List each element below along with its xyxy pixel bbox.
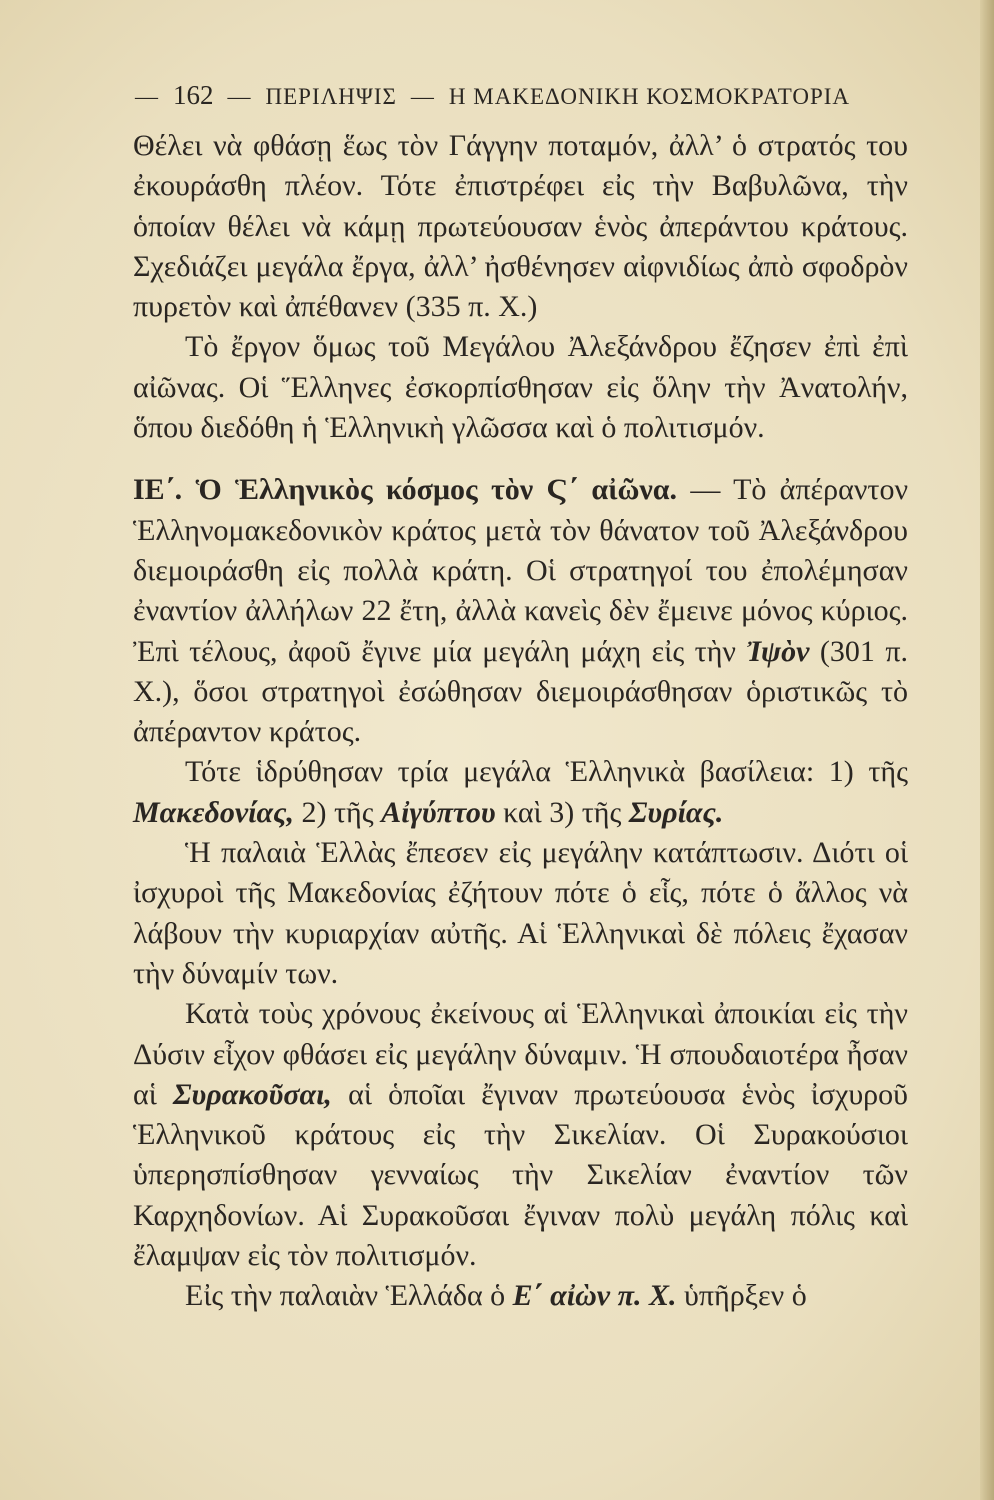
header-dash-mid: — [410,84,435,109]
section-number: ΙΕ΄. [133,473,183,507]
section-text: — Τὸ ἀπέραντον Ἑλληνομακεδονικὸν κράτος μετὰ τὸν θάνατον τοῦ Ἀλεξάνδρου διεμοιράσθη εἰς πολλὰ κράτη. Οἱ στρατηγοί του ἐπολέμησαν ἐναντίον ἀλλήλων 22 ἔτη, ἀλλὰ κανεὶς δὲν ἔμεινε μόνος κύριος. Ἐπὶ τέλους, ἀφοῦ ἔγινε μία μεγάλη μάχη εἰς τὴν [133,473,909,668]
city-syracuse: Συρακοῦσαι, [172,1077,332,1111]
paragraph [133,752,908,833]
paragraph: Θέλει νὰ φθάσῃ ἕως τὸν Γάγγην ποταμόν, ἀλλ’ ὁ στρατός του ἐκουράσθη πλέον. Τότε ἐπιστρέφει εἰς τὴν Βαβυλῶνα, τὴν ὁποίαν θέλει νὰ κάμῃ πρωτεύουσαν ἑνὸς ἀπεράντου κράτους. Σχεδιάζει μεγάλα ἔργα, ἀλλ’ ἠσθένησεν αἰφνιδίως ἀπὸ σφοδρὸν πυρετὸν καὶ ἀπέθανεν (335 π. Χ.) [133,129,908,324]
header-dash-left: — [135,84,159,109]
text-run: αἱ ὁποῖαι ἔγιναν πρωτεύουσα ἑνὸς ἰσχυροῦ Ἑλληνικοῦ κράτους εἰς τὴν Σικελίαν. Οἱ Συρακούσιοι ὑπερησπίσθησαν γενναίως τὴν Σικελίαν ἐναντίον τῶν Καρχηδονίων. Αἱ Συρακοῦσαι ἔγιναν πολὺ μεγάλη πόλις καὶ ἔλαμψαν εἰς τὸν πολιτισμόν. [133,1077,908,1273]
text-run: Τότε ἱδρύθησαν τρία μεγάλα Ἑλληνικὰ βασίλεια: 1) τῆς [185,755,908,789]
paragraph [133,994,908,1276]
text-run: Εἰς τὴν παλαιὰν Ἑλλάδα ὁ [185,1279,506,1313]
place-ipsos: Ἰψὸν [746,634,810,668]
text-run: καὶ 3) τῆς [503,795,622,829]
header-title: Η ΜΑΚΕΔΟΝΙΚΗ ΚΟΣΜΟΚΡΑΤΟΡΙΑ [448,84,851,109]
header-dash-left-2: — [227,84,252,109]
paragraph: Τὸ ἔργον ὅμως τοῦ Μεγάλου Ἀλεξάνδρου ἔζησεν ἐπὶ ἐπὶ αἰῶνας. Οἱ Ἕλληνες ἐσκορπίσθησαν εἰς ὅλην τὴν Ἀνατολήν, ὅπου διεδόθη ἡ Ἑλληνικὴ γλῶσσα καὶ ὁ πολιτισμόν. [133,330,908,445]
kingdom-syria: Συρίας. [628,795,724,829]
page-number: 162 [173,80,214,110]
paragraph: Ἡ παλαιὰ Ἑλλὰς ἔπεσεν εἰς μεγάλην κατάπτωσιν. Διότι οἱ ἰσχυροὶ τῆς Μακεδονίας ἐζήτουν πότε ὁ εἷς, πότε ὁ ἄλλος νὰ λάβουν τὴν κυριαρχίαν αὐτῆς. Αἱ Ἑλληνικαὶ δὲ πόλεις ἔχασαν τὴν δύναμίν των. [133,836,908,990]
body-text [133,126,908,1317]
running-header [135,80,880,111]
header-section: ΠΕΡΙΛΗΨΙΣ [265,84,397,109]
kingdom-egypt: Αἰγύπτου [381,795,496,829]
page-edge [980,0,994,1500]
section-title: Ὁ Ἑλληνικὸς κόσμος τὸν Ϛ΄ αἰῶνα. [195,473,678,507]
section-text-cont: (301 π. Χ.), ὅσοι στρατηγοὶ ἐσώθησαν διεμοιράσθησαν ὁριστικῶς τὸ ἀπέραντον κράτος. [133,634,908,749]
section-paragraph [133,470,908,752]
paragraph [133,1276,908,1316]
kingdom-macedonia: Μακεδονίας, [133,795,294,829]
text-run: Κατὰ τοὺς χρόνους ἐκείνους αἱ Ἑλληνικαὶ ἀποικίαι εἰς τὴν Δύσιν εἶχον φθάσει εἰς μεγάλην δύναμιν. Ἡ σπουδαιοτέρα ἦσαν αἱ [133,997,908,1111]
text-run: ὑπῆρξεν ὁ [684,1279,807,1313]
text-run: 2) τῆς [301,795,374,829]
century-ref: Ε΄ αἰὼν π. Χ. [512,1279,677,1313]
